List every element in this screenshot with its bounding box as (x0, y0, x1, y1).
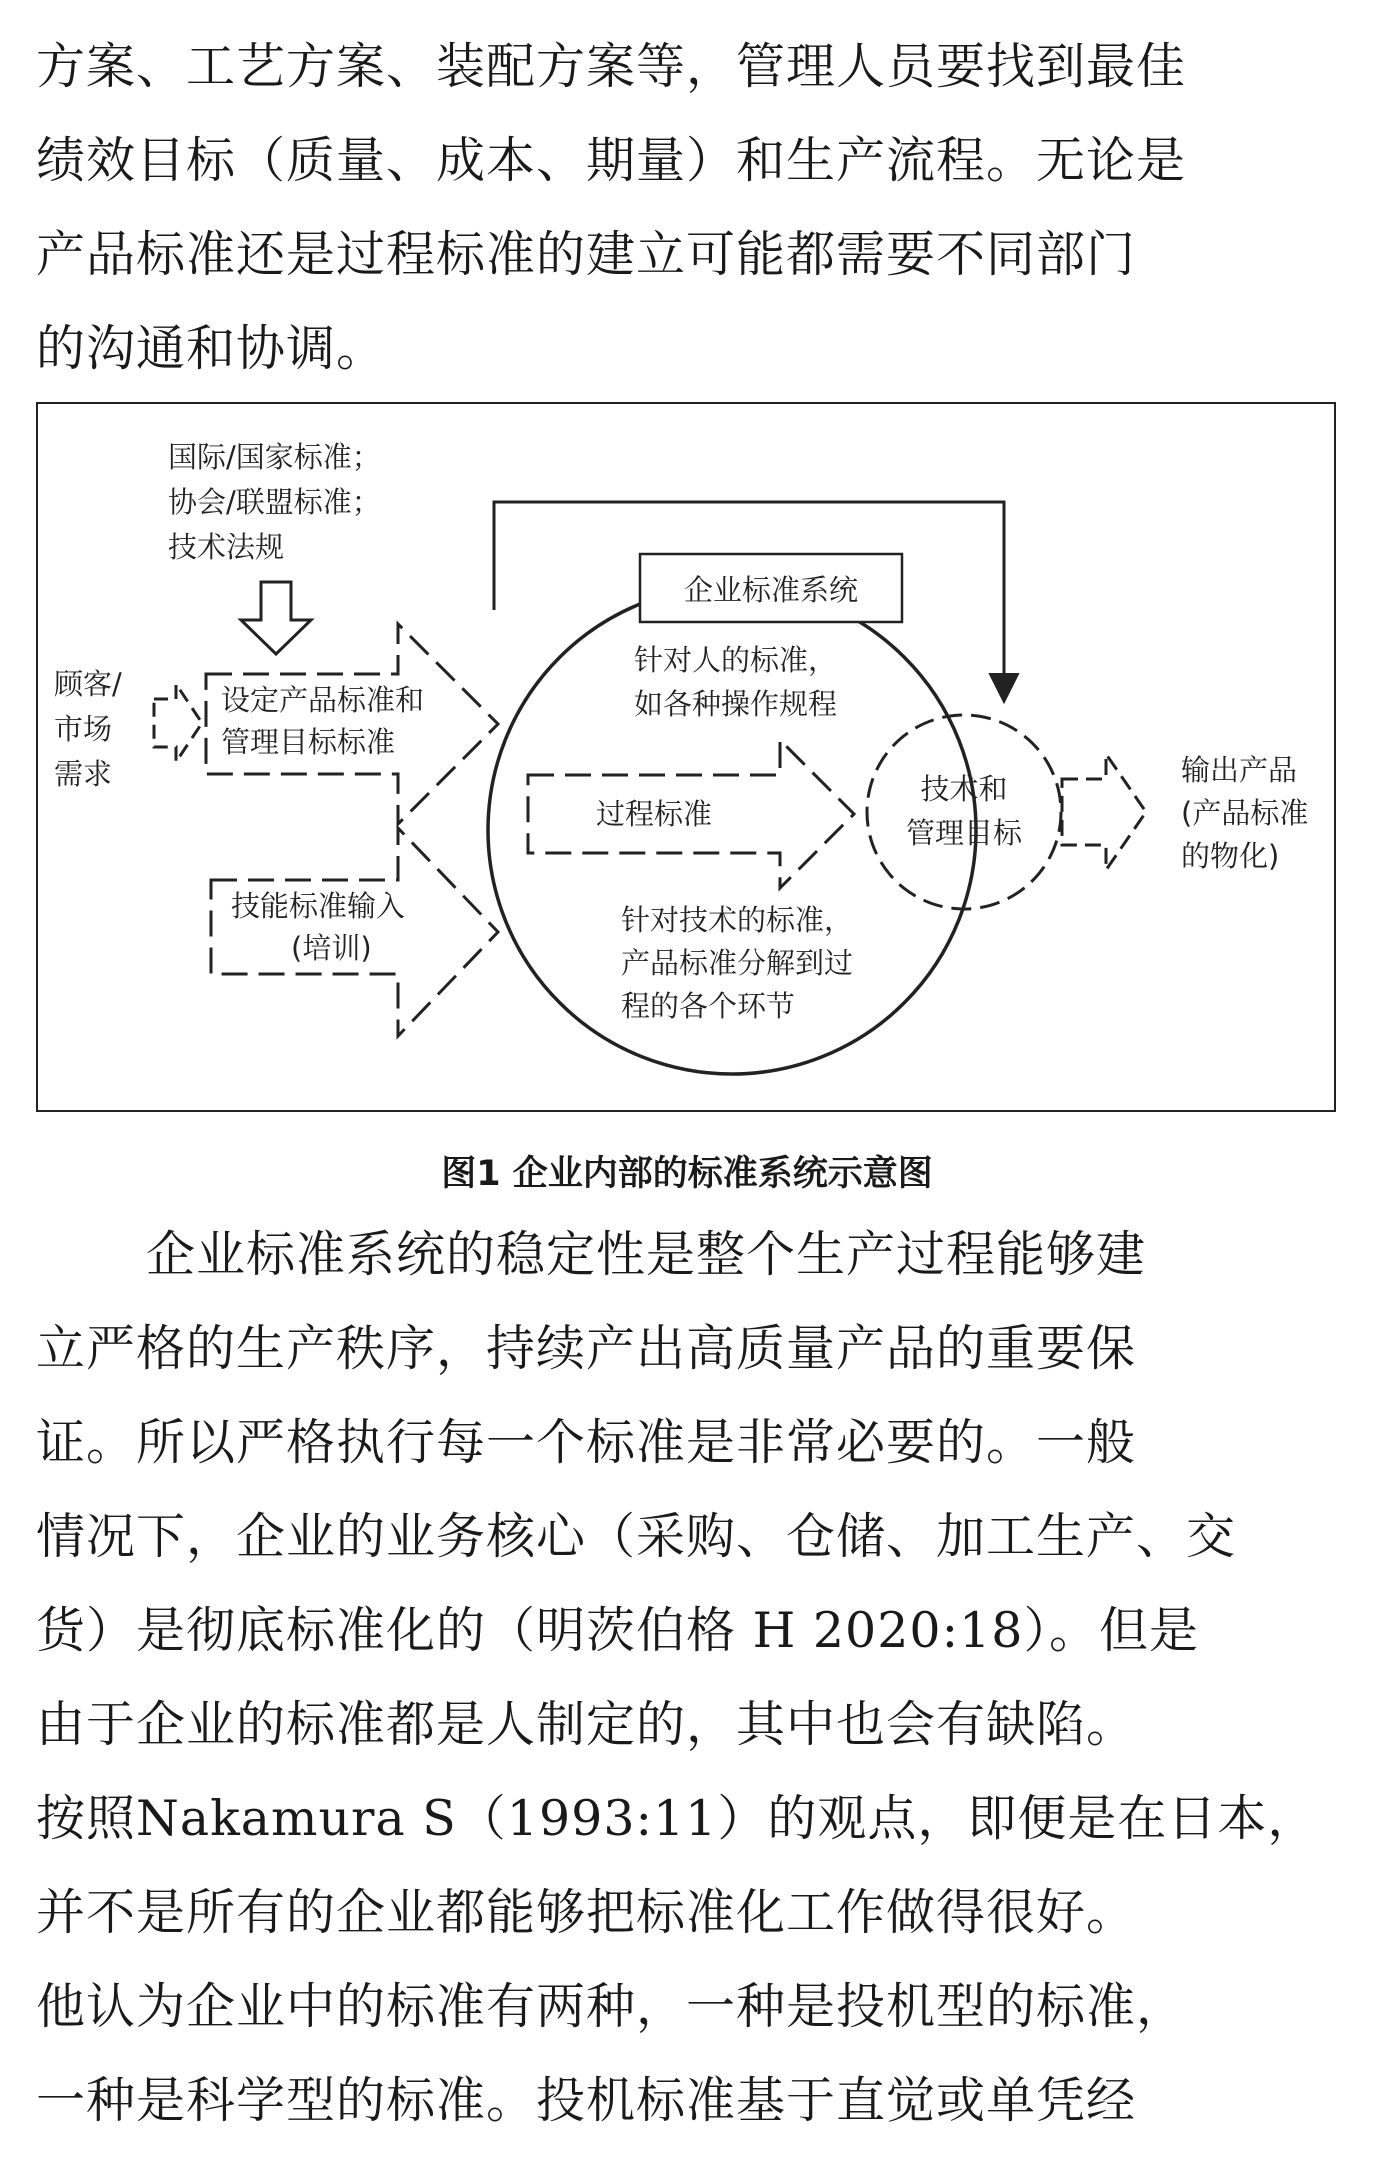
output-line: (产品标准 (1181, 796, 1309, 830)
standards-system-diagram (36, 402, 1336, 1112)
process-standards-label: 过程标准 (595, 797, 713, 831)
set-targets-line: 设定产品标准和 (221, 683, 425, 717)
standards-source-line: 技术法规 (168, 530, 285, 564)
output-line: 输出产品 (1181, 753, 1298, 787)
tech-standards-line: 程的各个环节 (621, 989, 796, 1023)
text-line: 绩效目标（质量、成本、期量）和生产流程。无论是 (36, 132, 1187, 189)
figure-caption: 图1 企业内部的标准系统示意图 (441, 1154, 933, 1194)
standards-source-line: 协会/联盟标准； (168, 485, 381, 519)
people-standards-line: 如各种操作规程 (634, 687, 838, 721)
text-line: 货）是彻底标准化的（明茨伯格 H 2020:18）。但是 (36, 1602, 1199, 1659)
tech-standards-line: 针对技术的标准， (621, 903, 854, 937)
text-line: 立严格的生产秩序，持续产出高质量产品的重要保 (36, 1320, 1137, 1377)
standards-source-line: 国际/国家标准； (168, 440, 381, 474)
people-standards-line: 针对人的标准， (634, 643, 838, 677)
text-line: 由于企业的标准都是人制定的，其中也会有缺陷。 (36, 1696, 1137, 1753)
set-targets-line: 管理目标标准 (221, 725, 396, 759)
target-line: 管理目标 (905, 816, 1023, 850)
text-line: 企业标准系统的稳定性是整个生产过程能够建 (146, 1226, 1147, 1283)
text-line: 并不是所有的企业都能够把标准化工作做得很好。 (36, 1884, 1137, 1941)
skill-input-line: (培训) (291, 931, 372, 965)
customer-line: 顾客/ (54, 667, 122, 701)
text-line: 一种是科学型的标准。投机标准基于直觉或单凭经 (36, 2072, 1137, 2129)
text-line: 方案、工艺方案、装配方案等，管理人员要找到最佳 (36, 38, 1187, 95)
feedback-arrowhead-icon (990, 674, 1018, 702)
customer-line: 需求 (54, 757, 113, 791)
target-circle (867, 715, 1061, 909)
set-targets-arrow (206, 624, 498, 824)
text-line: 的沟通和协调。 (36, 320, 387, 377)
tech-standards-line: 产品标准分解到过 (621, 946, 854, 980)
text-line: 证。所以严格执行每一个标准是非常必要的。一般 (36, 1414, 1137, 1471)
system-title: 企业标准系统 (683, 573, 859, 607)
output-line: 的物化) (1181, 839, 1280, 873)
down-arrow-icon (241, 582, 311, 654)
text-line: 按照Nakamura S（1993:11）的观点，即便是在日本， (36, 1790, 1318, 1847)
target-line: 技术和 (920, 772, 1008, 806)
text-line: 产品标准还是过程标准的建立可能都需要不同部门 (36, 226, 1137, 283)
output-arrow-icon (1062, 754, 1146, 870)
skill-input-line: 技能标准输入 (231, 889, 406, 923)
text-line: 他认为企业中的标准有两种，一种是投机型的标准， (36, 1978, 1187, 2035)
text-line: 情况下，企业的业务核心（采购、仓储、加工生产、交 (36, 1508, 1237, 1565)
customer-line: 市场 (54, 712, 113, 746)
customer-arrow-icon (154, 684, 202, 762)
